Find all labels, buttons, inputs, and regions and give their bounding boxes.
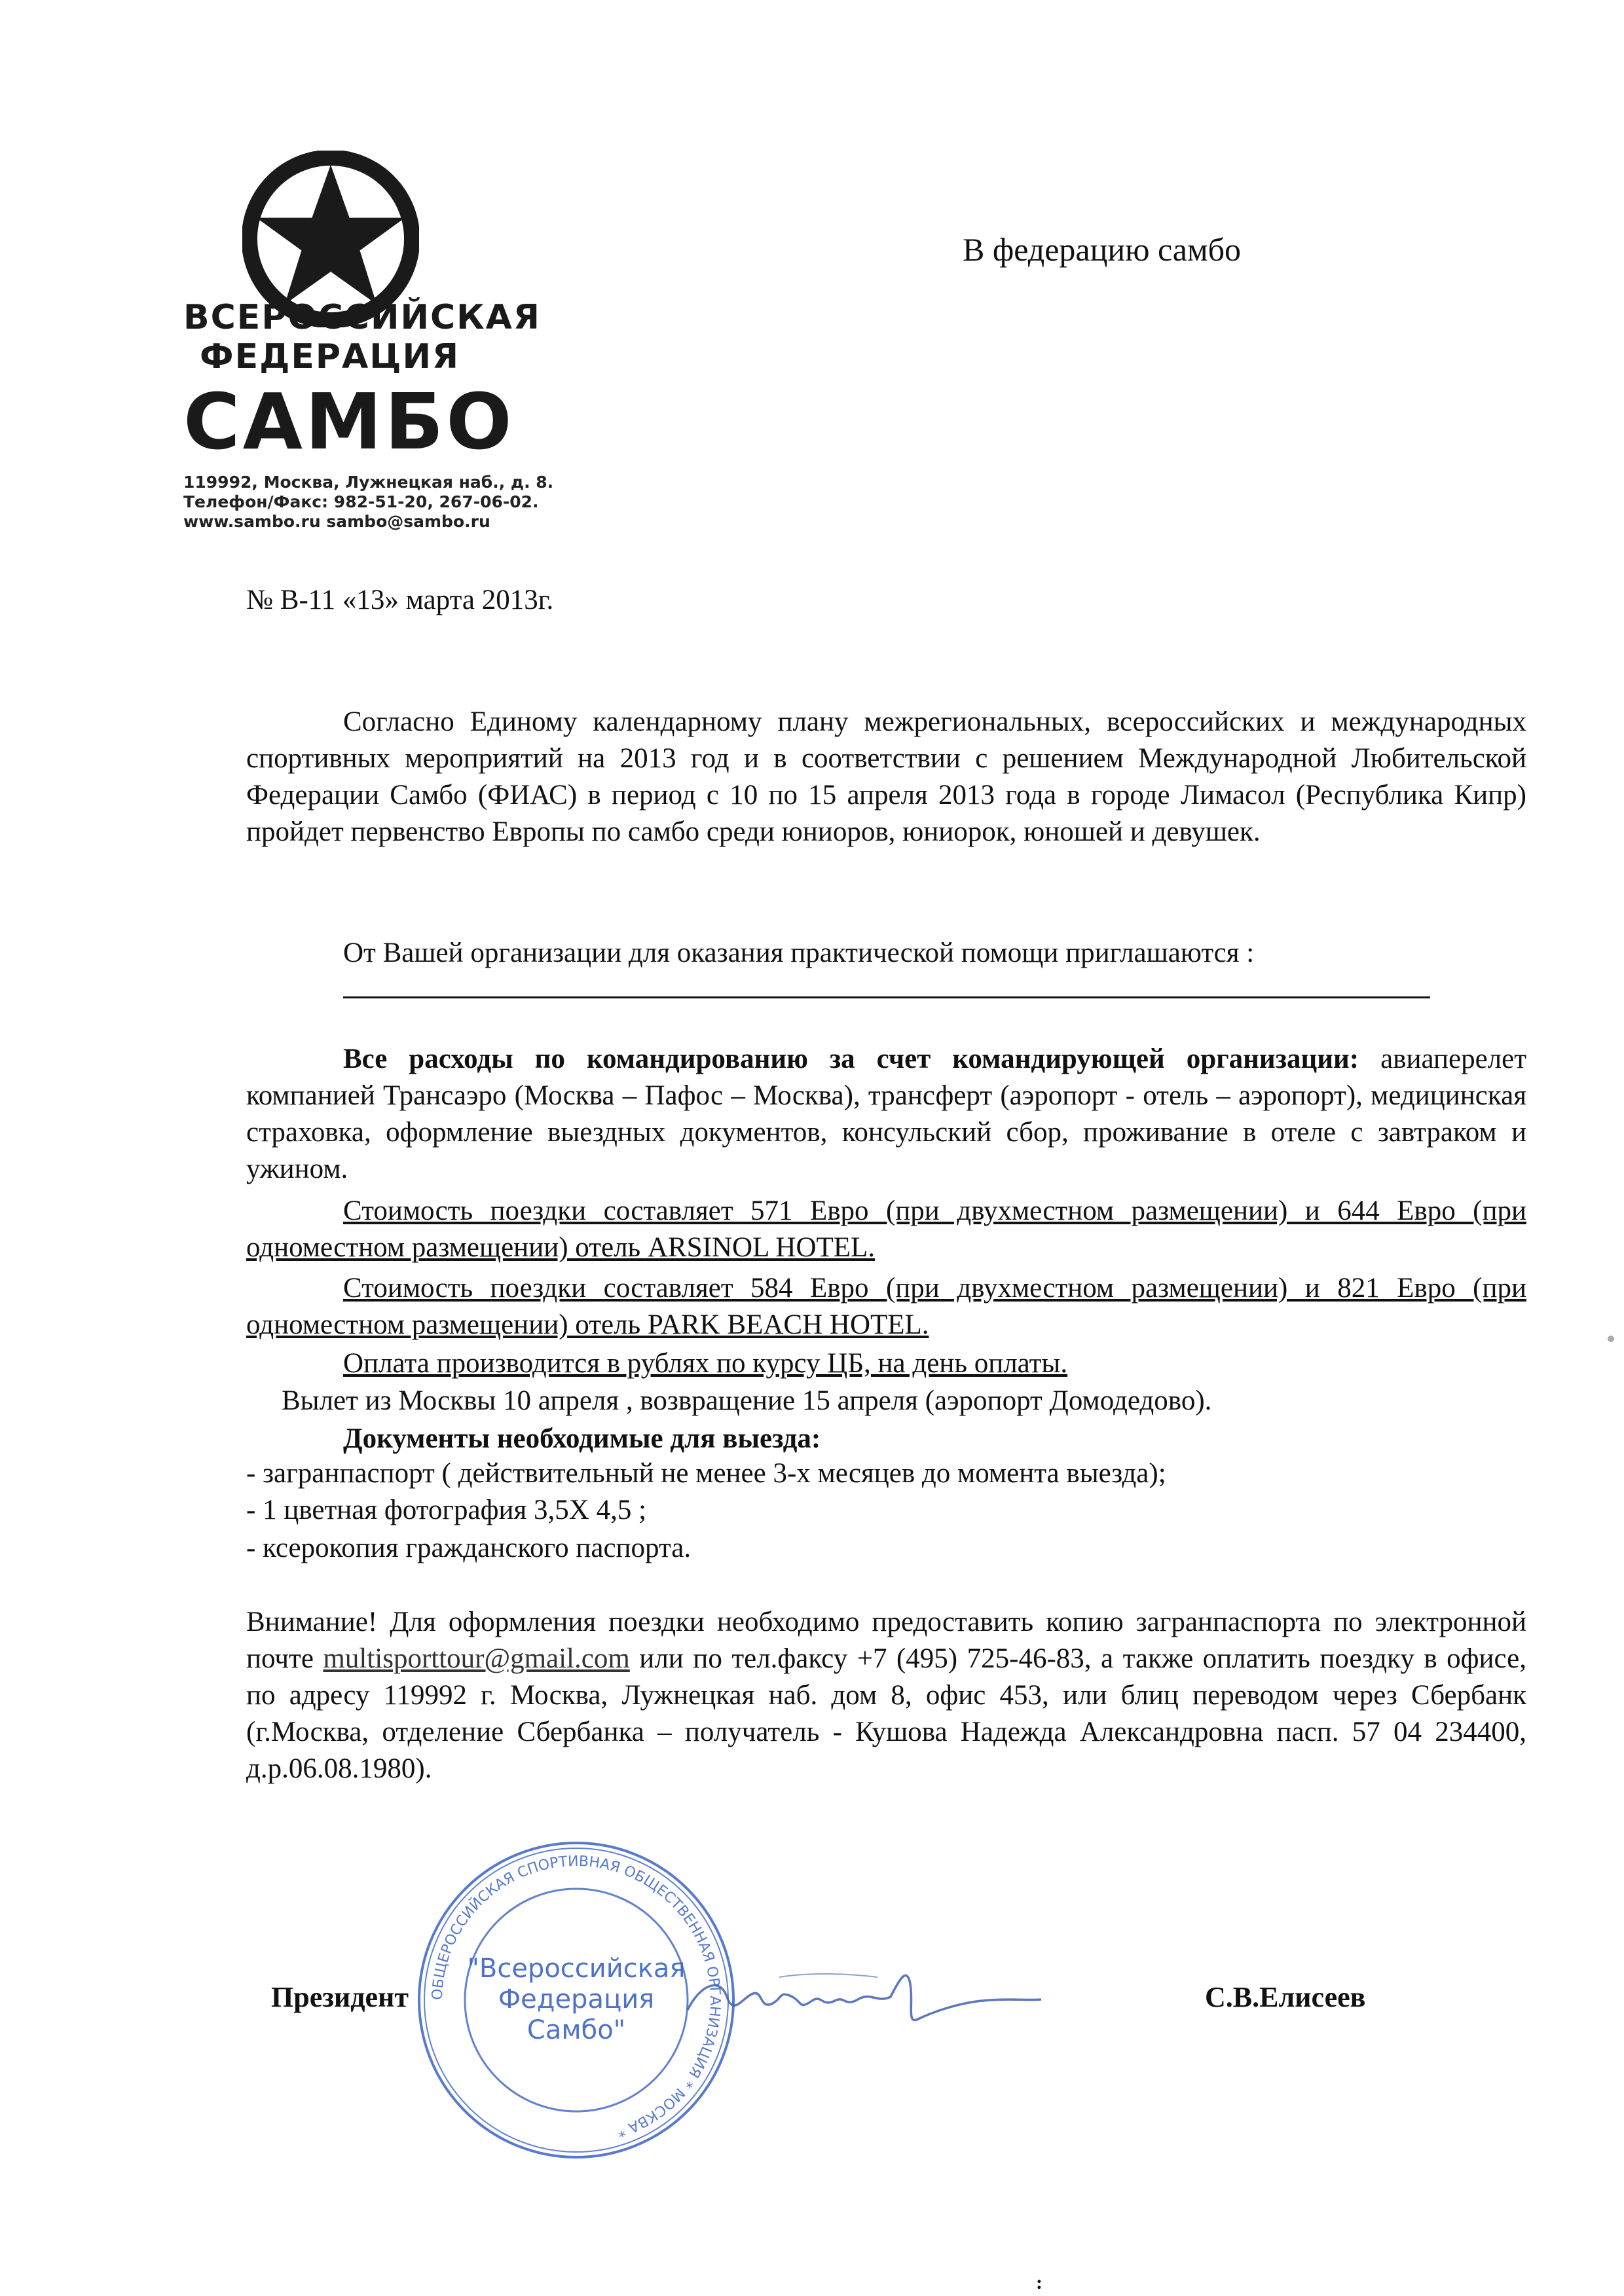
letterhead-web-email: www.sambo.ru sambo@sambo.ru (183, 512, 490, 531)
intro-paragraph: Согласно Единому календарному плану межрегиональных, всероссийских и международных спортивных мероприятий на 2013 год и в соответствии с решением Международной Любительской Федерации Самбо (ФИАС) в период с 10 по 15 апреля 2013 года в городе Лимасол (Республика Кипр) пройдет первенство Европы по самбо среди юниоров, юниорок, юношей и девушек. (246, 706, 1526, 847)
handwritten-signature (681, 1958, 1048, 2036)
attention-text-a: Внимание! Для оформления поездки необходимо предоставить копию загранпаспорта по электронной почте (246, 1607, 1526, 1674)
signatory-title: Президент (271, 1981, 409, 2013)
cost-arsinol-text: Стоимость поездки составляет 571 Евро (при двухместном размещении) и 644 Евро (при одноместном размещении) отель ARSINOL HOTEL. (246, 1195, 1526, 1263)
document-item: - 1 цветная фотография 3,5Х 4,5 ; (246, 1495, 647, 1525)
addressee: В федерацию самбо (963, 231, 1242, 268)
payment-terms (343, 1345, 1522, 1382)
org-name-line1: ВСЕРОССИЙСКАЯ (183, 298, 541, 337)
contact-email-link[interactable]: multisporttour@gmail.com (323, 1643, 630, 1674)
payment-terms-text: Оплата производится в рублях по курсу ЦБ, на день оплаты. (343, 1348, 1068, 1379)
attention-text-b: или по тел.факсу +7 (495) 725-46-83, а также оплатить поездку в офисе, по адресу 119992 г. Москва, Лужнецкая наб. дом 8, офис 453, или блиц переводом через Сбербанк (г.Москва, отделение Сбербанка – получатель - Кушова Надежда Александровна пасп. 57 04 234400, д.р.06.08.1980). (246, 1643, 1526, 1784)
page-mark: : (1036, 2272, 1043, 2293)
documents-heading: Документы необходимые для выезда: (343, 1423, 821, 1454)
document-item: - ксерокопия гражданского паспорта. (246, 1533, 692, 1563)
scan-speck (1608, 1336, 1614, 1342)
attention-paragraph (246, 1604, 1526, 1787)
stamp-ring-text: ОБЩЕРОССИЙСКАЯ СПОРТИВНАЯ ОБЩЕСТВЕННАЯ ОРГАНИЗАЦИЯ * МОСКВА * (429, 1853, 724, 2140)
expenses-paragraph (246, 1041, 1526, 1188)
departure-info: Вылет из Москвы 10 апреля , возвращение 15 апреля (аэропорт Домодедово). (282, 1385, 1212, 1416)
cost-park-beach-text: Стоимость поездки составляет 584 Евро (при двухместном размещении) и 821 Евро (при одноместном размещении) отель PARK BEACH HOTEL. (246, 1273, 1526, 1340)
letterhead-address: 119992, Москва, Лужнецкая наб., д. 8. (183, 473, 554, 492)
stamp-line2: Федерация (498, 1984, 655, 2014)
invite-line: От Вашей организации для оказания практической помощи приглашаются : (343, 938, 1255, 968)
expenses-text: авиаперелет компанией Трансаэро (Москва – Пафос – Москва), трансферт (аэропорт - отель – аэропорт), медицинская страховка, оформление выездных документов, консульский сбор, проживание в отеле с завтраком и ужином. (246, 1044, 1527, 1184)
signatory-name: С.В.Елисеев (1205, 1981, 1366, 2013)
cost-park-beach (246, 1270, 1526, 1343)
org-name-line3: САМБО (183, 376, 515, 467)
outgoing-reference: № В-11 «13» марта 2013г. (246, 585, 554, 615)
org-name-line2: ФЕДЕРАЦИЯ (200, 337, 460, 376)
letterhead-phone: Телефон/Факс: 982-51-20, 267-06-02. (183, 492, 539, 511)
stamp-line3: Самбо" (526, 2015, 626, 2045)
expenses-heading: Все расходы по командированию за счет командирующей организации: (343, 1044, 1359, 1074)
document-item: - загранпаспорт ( действительный не менее 3-х месяцев до момента выезда); (246, 1458, 1166, 1489)
cost-arsinol (246, 1193, 1526, 1266)
stamp-line1: "Всероссийская (467, 1954, 686, 1984)
fill-in-line (343, 996, 1430, 998)
